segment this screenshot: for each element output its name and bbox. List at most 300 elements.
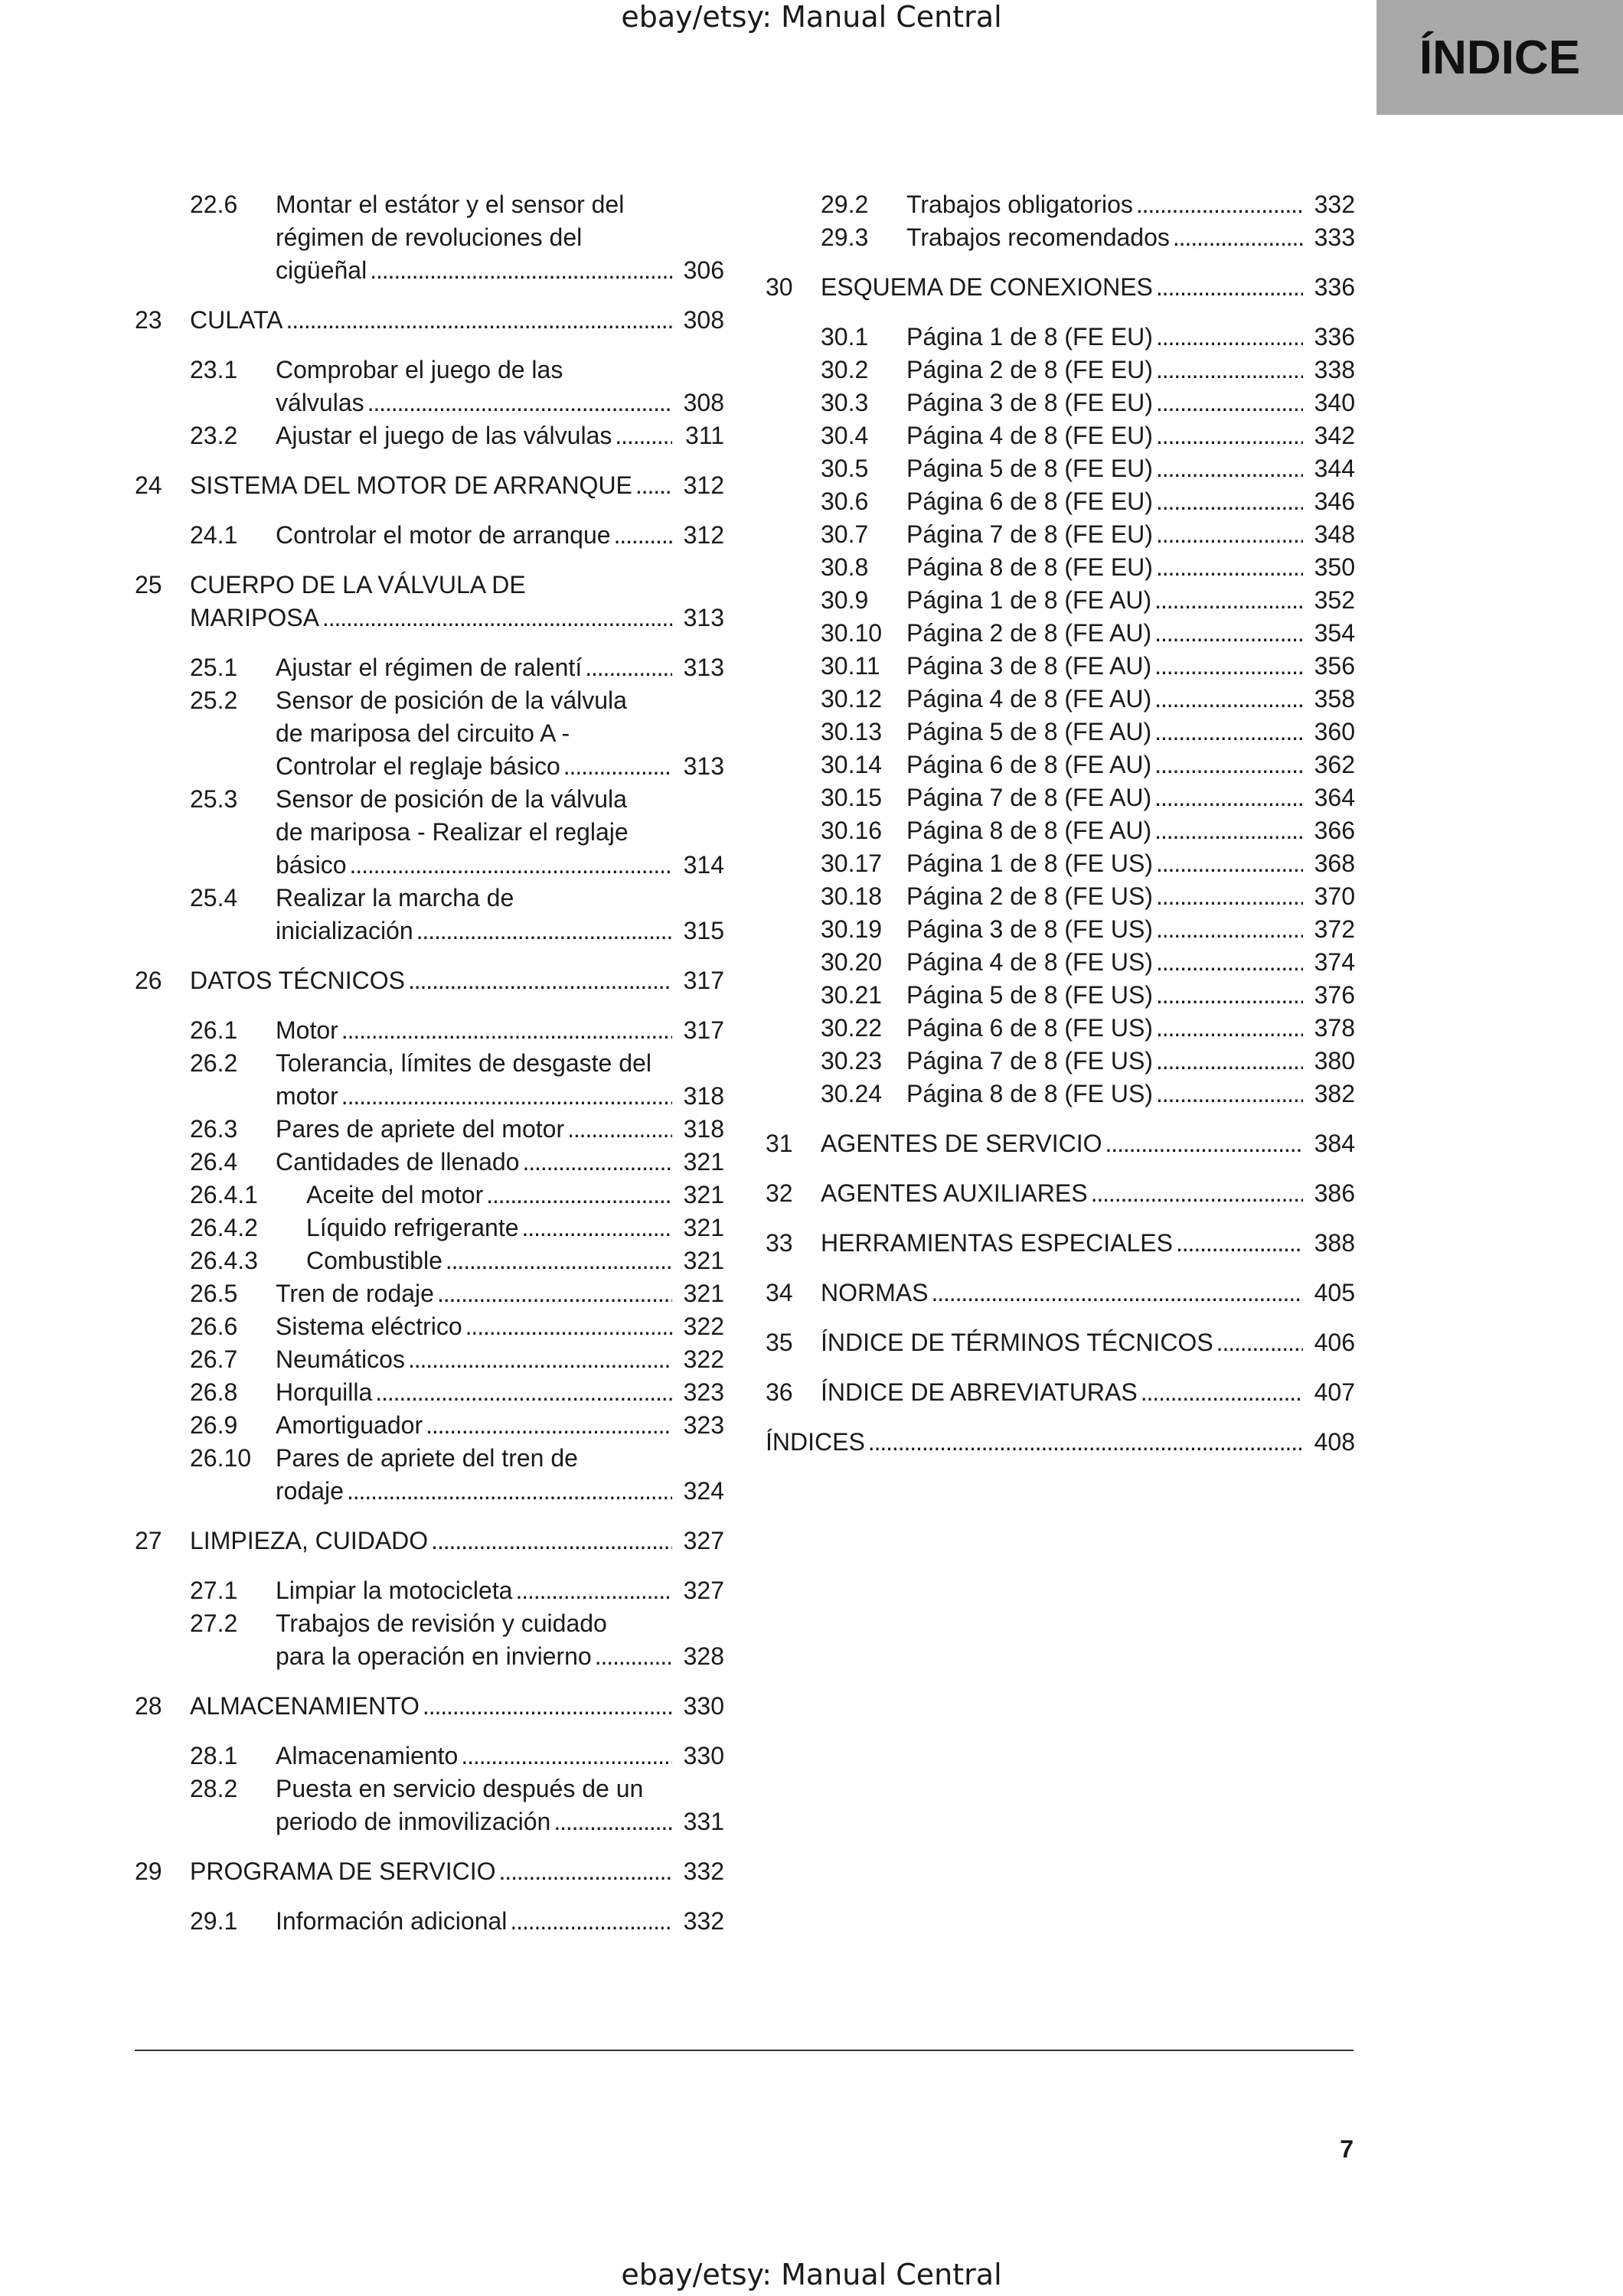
toc-entry[interactable] xyxy=(766,452,1355,485)
toc-entry[interactable] xyxy=(135,1690,724,1723)
dot-leader xyxy=(1141,1376,1303,1409)
toc-entry-number: 26.2 xyxy=(190,1049,238,1077)
toc-entry-number: 23.2 xyxy=(190,422,238,449)
toc-entry[interactable] xyxy=(766,1127,1355,1160)
spacer xyxy=(766,254,1355,271)
dot-leader xyxy=(1156,946,1303,979)
toc-entry-number: 30.1 xyxy=(821,323,869,351)
spacer xyxy=(766,1359,1355,1376)
dot-leader xyxy=(1091,1177,1303,1210)
spacer xyxy=(135,947,724,964)
toc-entry-number: 28 xyxy=(135,1692,162,1720)
toc-entry-title xyxy=(821,1127,1355,1160)
toc-entry-page: 372 xyxy=(1314,915,1355,943)
toc-entry-title-line: Página 5 de 8 (FE US) xyxy=(906,981,1153,1009)
toc-entry-number: 26.4.3 xyxy=(190,1247,258,1274)
toc-entry-number: 30.15 xyxy=(821,784,883,811)
toc-entry-title xyxy=(906,584,1355,617)
toc-entry-number: 36 xyxy=(766,1378,793,1406)
toc-entry-title-line: Página 8 de 8 (FE EU) xyxy=(906,553,1153,581)
toc-entry-page: 327 xyxy=(683,1577,724,1604)
toc-entry-title xyxy=(821,271,1355,304)
toc-entry[interactable] xyxy=(135,1146,724,1179)
watermark-bottom: ebay/etsy: Manual Central xyxy=(621,2258,1002,2291)
toc-entry-number: 25.1 xyxy=(190,654,238,681)
toc-entry[interactable] xyxy=(135,1574,724,1607)
toc-entry-number: 26.3 xyxy=(190,1115,238,1143)
toc-entry[interactable] xyxy=(135,304,724,337)
toc-entry-title xyxy=(906,946,1355,979)
toc-entry-number: 29.2 xyxy=(821,191,869,218)
toc-entry-title-line: ESQUEMA DE CONEXIONES xyxy=(821,273,1153,301)
toc-entry[interactable] xyxy=(135,354,724,419)
toc-entry[interactable] xyxy=(766,1326,1355,1359)
toc-entry-title-line: Página 1 de 8 (FE AU) xyxy=(906,586,1152,614)
toc-entry[interactable] xyxy=(766,584,1355,617)
toc-entry-title xyxy=(906,683,1355,716)
toc-entry-number: 29.1 xyxy=(190,1907,238,1935)
toc-entry-title-line: rodaje xyxy=(276,1477,344,1505)
dot-leader xyxy=(1156,271,1303,304)
toc-entry-number: 30 xyxy=(766,273,793,301)
toc-entry[interactable] xyxy=(766,748,1355,781)
toc-entry-number: 30.3 xyxy=(821,389,869,416)
toc-entry[interactable] xyxy=(766,946,1355,979)
toc-entry-title-line: de mariposa - Realizar el reglaje xyxy=(276,818,629,846)
toc-entry[interactable] xyxy=(135,1855,724,1888)
toc-entry-page: 360 xyxy=(1314,718,1355,745)
toc-entry-number: 32 xyxy=(766,1179,793,1207)
toc-entry-page: 313 xyxy=(683,654,724,681)
toc-entry-number: 30.19 xyxy=(821,915,883,943)
toc-entry-title xyxy=(306,1179,724,1212)
toc-entry-number: 30.11 xyxy=(821,652,880,680)
toc-entry-title xyxy=(276,1113,724,1146)
toc-entry-page: 327 xyxy=(683,1527,724,1554)
toc-entry-number: 30.6 xyxy=(821,488,869,515)
toc-entry-title-line: Sensor de posición de la válvula xyxy=(276,785,627,813)
spacer xyxy=(766,1260,1355,1277)
toc-entry-number: 30.12 xyxy=(821,685,883,713)
toc-entry-title-line: Ajustar el juego de las válvulas xyxy=(276,422,612,449)
dot-leader xyxy=(350,849,673,882)
toc-entry-title-line: Página 5 de 8 (FE AU) xyxy=(906,718,1152,745)
toc-entry-page: 342 xyxy=(1314,422,1355,449)
toc-entry-number: 26.5 xyxy=(190,1280,238,1307)
toc-entry-title-line: Controlar el motor de arranque xyxy=(276,521,611,549)
toc-entry-page: 321 xyxy=(683,1247,724,1274)
toc-entry[interactable] xyxy=(766,979,1355,1012)
toc-entry-page: 321 xyxy=(683,1214,724,1241)
spacer xyxy=(135,1508,724,1525)
toc-entry-page: 408 xyxy=(1314,1428,1355,1456)
toc-entry[interactable] xyxy=(766,1426,1355,1459)
toc-entry-page: 328 xyxy=(683,1642,724,1670)
toc-entry-title xyxy=(190,569,724,634)
toc-entry-title-line: Ajustar el régimen de ralentí xyxy=(276,654,583,681)
dot-leader xyxy=(1154,617,1303,650)
toc-entry[interactable] xyxy=(766,271,1355,304)
toc-entry-number: 25 xyxy=(135,571,162,598)
toc-entry[interactable] xyxy=(135,519,724,552)
dot-leader xyxy=(408,1343,672,1376)
toc-entry-title xyxy=(276,1607,724,1673)
toc-entry-title xyxy=(276,882,724,947)
toc-entry[interactable] xyxy=(135,1376,724,1409)
toc-entry-number: 33 xyxy=(766,1229,793,1257)
dot-leader xyxy=(499,1855,673,1888)
toc-entry[interactable] xyxy=(766,781,1355,814)
toc-entry-title xyxy=(906,650,1355,683)
toc-entry-title-line: ÍNDICE DE TÉRMINOS TÉCNICOS xyxy=(821,1329,1213,1356)
toc-entry-title-line: Página 1 de 8 (FE EU) xyxy=(906,323,1153,351)
toc-entry-title xyxy=(276,1409,724,1442)
toc-entry[interactable] xyxy=(135,882,724,947)
toc-entry-title-line: DATOS TÉCNICOS xyxy=(190,967,405,994)
toc-entry[interactable] xyxy=(766,1277,1355,1309)
toc-entry-title-line: Página 4 de 8 (FE AU) xyxy=(906,685,1152,713)
toc-entry[interactable] xyxy=(766,913,1355,946)
toc-entry[interactable] xyxy=(766,683,1355,716)
toc-entry[interactable] xyxy=(766,321,1355,354)
dot-leader xyxy=(465,1310,672,1343)
toc-entry-page: 378 xyxy=(1314,1014,1355,1042)
toc-entry[interactable] xyxy=(135,651,724,684)
dot-leader xyxy=(1154,650,1303,683)
toc-entry[interactable] xyxy=(135,1113,724,1146)
spacer xyxy=(135,634,724,651)
toc-entry[interactable] xyxy=(135,1409,724,1442)
toc-entry[interactable] xyxy=(135,1310,724,1343)
toc-entry-page: 366 xyxy=(1314,817,1355,844)
toc-entry-number: 30.16 xyxy=(821,817,883,844)
toc-entry-title-line: Página 3 de 8 (FE AU) xyxy=(906,652,1152,680)
toc-entry-page: 386 xyxy=(1314,1179,1355,1207)
dot-leader xyxy=(595,1640,672,1673)
toc-entry-title xyxy=(276,1343,724,1376)
toc-entry-title xyxy=(821,1326,1355,1359)
toc-entry[interactable] xyxy=(766,485,1355,518)
toc-entry-title-line: motor xyxy=(276,1082,338,1110)
toc-entry[interactable] xyxy=(766,814,1355,847)
toc-entry-title xyxy=(906,354,1355,386)
toc-entry[interactable] xyxy=(135,1277,724,1310)
dot-leader xyxy=(1156,551,1303,584)
toc-entry-title-line: Almacenamiento xyxy=(276,1742,459,1769)
toc-entry-number: 26.8 xyxy=(190,1378,238,1406)
toc-entry-title xyxy=(276,1376,724,1409)
toc-entry-title-line: Página 6 de 8 (FE EU) xyxy=(906,488,1153,515)
toc-entry-title-line: Página 2 de 8 (FE US) xyxy=(906,882,1153,910)
dot-leader xyxy=(522,1212,672,1244)
toc-entry-number: 30.9 xyxy=(821,586,869,614)
toc-entry-page: 384 xyxy=(1314,1130,1355,1157)
toc-entry-title xyxy=(276,1574,724,1607)
toc-entry[interactable] xyxy=(766,386,1355,419)
dot-leader xyxy=(1156,419,1303,452)
toc-entry-title-line: ÍNDICE DE ABREVIATURAS xyxy=(821,1378,1138,1406)
toc-entry-title-line: Página 3 de 8 (FE US) xyxy=(906,915,1153,943)
dot-leader xyxy=(868,1426,1303,1459)
toc-entry-page: 332 xyxy=(1314,191,1355,218)
dot-leader xyxy=(1216,1326,1303,1359)
spacer xyxy=(766,1309,1355,1326)
toc-entry-title xyxy=(276,1310,724,1343)
toc-entry-number: 30.22 xyxy=(821,1014,883,1042)
spacer xyxy=(135,552,724,569)
toc-entry[interactable] xyxy=(135,188,724,287)
toc-entry[interactable] xyxy=(135,1740,724,1773)
toc-entry-title-line: Página 6 de 8 (FE AU) xyxy=(906,751,1152,778)
toc-entry-number: 26.4.1 xyxy=(190,1181,258,1208)
toc-entry-page: 306 xyxy=(683,256,724,284)
toc-entry-number: 29.3 xyxy=(821,223,869,251)
toc-entry-title xyxy=(821,1376,1355,1409)
toc-entry-page: 338 xyxy=(1314,356,1355,383)
toc-entry-title xyxy=(276,1014,724,1047)
toc-entry[interactable] xyxy=(766,1012,1355,1045)
toc-entry-page: 332 xyxy=(683,1857,724,1885)
toc-entry[interactable] xyxy=(766,354,1355,386)
dot-leader xyxy=(446,1244,672,1277)
toc-entry-page: 368 xyxy=(1314,850,1355,877)
toc-entry[interactable] xyxy=(135,569,724,634)
dot-leader xyxy=(1156,1045,1303,1078)
toc-entry[interactable] xyxy=(135,419,724,452)
toc-entry[interactable] xyxy=(766,1045,1355,1078)
toc-entry-title-line: Página 7 de 8 (FE US) xyxy=(906,1047,1153,1075)
toc-entry[interactable] xyxy=(135,1773,724,1838)
toc-entry[interactable] xyxy=(766,518,1355,551)
toc-entry-page: 380 xyxy=(1314,1047,1355,1075)
toc-entry-page: 317 xyxy=(683,967,724,994)
footer-rule xyxy=(135,2050,1354,2051)
toc-entry-page: 352 xyxy=(1314,586,1355,614)
toc-entry-number: 30.17 xyxy=(821,850,883,877)
toc-entry-title-line: Realizar la marcha de xyxy=(276,884,514,912)
toc-entry-title xyxy=(906,979,1355,1012)
toc-entry-page: 336 xyxy=(1314,273,1355,301)
toc-entry-number: 30.2 xyxy=(821,356,869,383)
dot-leader xyxy=(461,1740,672,1773)
toc-entry[interactable] xyxy=(135,684,724,783)
toc-entry-page: 313 xyxy=(683,752,724,780)
toc-entry-title-line: Amortiguador xyxy=(276,1411,423,1439)
toc-entry-title-line: Trabajos obligatorios xyxy=(906,191,1133,218)
toc-entry[interactable] xyxy=(766,1376,1355,1409)
toc-entry[interactable] xyxy=(135,1212,724,1244)
toc-entry-title xyxy=(190,1525,724,1557)
toc-entry[interactable] xyxy=(135,1343,724,1376)
toc-entry[interactable] xyxy=(135,964,724,997)
toc-entry-title-line: Tren de rodaje xyxy=(276,1280,434,1307)
toc-entry-title-line: Combustible xyxy=(306,1247,442,1274)
toc-entry-page: 318 xyxy=(683,1115,724,1143)
toc-entry-title-line: Información adicional xyxy=(276,1907,508,1935)
dot-leader xyxy=(1154,584,1303,617)
dot-leader xyxy=(1154,781,1303,814)
toc-entry-page: 313 xyxy=(683,604,724,631)
toc-entry[interactable] xyxy=(135,469,724,502)
toc-entry-page: 322 xyxy=(683,1345,724,1373)
dot-leader xyxy=(1156,354,1303,386)
toc-entry-title-line: CULATA xyxy=(190,306,283,334)
dot-leader xyxy=(1156,1078,1303,1110)
toc-entry-number: 25.3 xyxy=(190,785,238,813)
dot-leader xyxy=(426,1409,672,1442)
toc-entry[interactable] xyxy=(135,1179,724,1212)
toc-entry-number: 27.1 xyxy=(190,1577,238,1604)
toc-entry-title xyxy=(906,781,1355,814)
toc-entry-page: 324 xyxy=(683,1477,724,1505)
toc-entry[interactable] xyxy=(766,221,1355,254)
toc-entry[interactable] xyxy=(766,847,1355,880)
toc-entry-page: 322 xyxy=(683,1313,724,1340)
toc-entry-number: 22.6 xyxy=(190,191,238,218)
toc-entry-title-line: LIMPIEZA, CUIDADO xyxy=(190,1527,429,1554)
toc-entry-page: 407 xyxy=(1314,1378,1355,1406)
toc-entry[interactable] xyxy=(135,1047,724,1113)
toc-entry-title xyxy=(190,1690,724,1723)
toc-entry-title-line: cigüeñal xyxy=(276,256,367,284)
dot-leader xyxy=(416,915,672,947)
toc-entry-title xyxy=(276,354,724,419)
spacer xyxy=(135,1673,724,1690)
toc-entry-title-line: Página 2 de 8 (FE AU) xyxy=(906,619,1152,647)
toc-entry-number: 34 xyxy=(766,1279,793,1306)
watermark-top: ebay/etsy: Manual Central xyxy=(621,0,1002,34)
toc-entry[interactable] xyxy=(135,1525,724,1557)
dot-leader xyxy=(1154,683,1303,716)
toc-entry[interactable] xyxy=(766,188,1355,221)
toc-entry-page: 331 xyxy=(683,1808,724,1835)
spacer xyxy=(135,287,724,304)
toc-entry-number: 26.1 xyxy=(190,1016,238,1044)
toc-entry-title-line: Página 6 de 8 (FE US) xyxy=(906,1014,1153,1042)
toc-entry-page: 376 xyxy=(1314,981,1355,1009)
spacer xyxy=(766,304,1355,321)
toc-entry-title xyxy=(306,1212,724,1244)
toc-entry-number: 31 xyxy=(766,1130,793,1157)
dot-leader xyxy=(423,1690,672,1723)
dot-leader xyxy=(1156,485,1303,518)
toc-entry-page: 374 xyxy=(1314,948,1355,976)
toc-entry-page: 358 xyxy=(1314,685,1355,713)
dot-leader xyxy=(614,519,672,552)
dot-leader xyxy=(1156,847,1303,880)
toc-entry-title xyxy=(276,188,724,287)
toc-entry-title xyxy=(906,913,1355,946)
spacer xyxy=(135,337,724,354)
toc-entry-title xyxy=(190,469,724,502)
toc-entry[interactable] xyxy=(766,650,1355,683)
dot-leader xyxy=(931,1277,1303,1309)
toc-entry-page: 330 xyxy=(683,1742,724,1769)
spacer xyxy=(766,1160,1355,1177)
toc-entry[interactable] xyxy=(766,617,1355,650)
dot-leader xyxy=(1154,748,1303,781)
toc-entry[interactable] xyxy=(135,1607,724,1673)
toc-entry-page: 323 xyxy=(683,1378,724,1406)
dot-leader xyxy=(408,964,672,997)
dot-leader xyxy=(1154,716,1303,748)
toc-entry-page: 356 xyxy=(1314,652,1355,680)
dot-leader xyxy=(510,1905,672,1938)
toc-entry[interactable] xyxy=(766,1227,1355,1260)
toc-entry[interactable] xyxy=(766,419,1355,452)
dot-leader xyxy=(341,1080,672,1113)
toc-entry-title-line: válvulas xyxy=(276,389,364,416)
toc-entry-page: 354 xyxy=(1314,619,1355,647)
toc-entry-title xyxy=(906,1012,1355,1045)
toc-entry[interactable] xyxy=(135,783,724,882)
toc-entry[interactable] xyxy=(766,1078,1355,1110)
toc-entry[interactable] xyxy=(766,551,1355,584)
page-number: 7 xyxy=(1340,2135,1354,2163)
spacer xyxy=(135,452,724,469)
toc-entry-number: 24 xyxy=(135,471,162,499)
toc-entry-title xyxy=(276,783,724,882)
spacer xyxy=(766,1409,1355,1426)
dot-leader xyxy=(1173,221,1303,254)
toc-entry[interactable] xyxy=(766,716,1355,748)
toc-entry-page: 340 xyxy=(1314,389,1355,416)
toc-entry-title-line: Aceite del motor xyxy=(306,1181,484,1208)
toc-entry[interactable] xyxy=(766,880,1355,913)
toc-entry-page: 405 xyxy=(1314,1279,1355,1306)
dot-leader xyxy=(554,1805,672,1838)
toc-entry-page: 318 xyxy=(683,1082,724,1110)
toc-entry-title-line: Página 7 de 8 (FE EU) xyxy=(906,520,1153,548)
toc-entry-title xyxy=(276,419,724,452)
dot-leader xyxy=(615,419,672,452)
toc-entry-number: 23 xyxy=(135,306,162,334)
toc-left-column xyxy=(135,188,724,1938)
toc-entry[interactable] xyxy=(135,1905,724,1938)
spacer xyxy=(766,1110,1355,1127)
dot-leader xyxy=(1136,188,1303,221)
toc-entry-page: 350 xyxy=(1314,553,1355,581)
toc-entry[interactable] xyxy=(135,1442,724,1508)
toc-entry-title xyxy=(821,1177,1355,1210)
dot-leader xyxy=(522,1146,672,1179)
toc-entry-title-line: Trabajos recomendados xyxy=(906,223,1170,251)
toc-entry-title xyxy=(276,1146,724,1179)
dot-leader xyxy=(367,386,672,419)
toc-entry-page: 308 xyxy=(683,389,724,416)
toc-entry[interactable] xyxy=(135,1244,724,1277)
toc-entry-number: 30.4 xyxy=(821,422,869,449)
toc-entry-title xyxy=(276,684,724,783)
toc-entry-title-line: Sensor de posición de la válvula xyxy=(276,687,627,714)
toc-entry-number: 27.2 xyxy=(190,1609,238,1637)
toc-entry-title xyxy=(276,1442,724,1508)
toc-entry-title xyxy=(906,617,1355,650)
toc-entry-title-line: Página 5 de 8 (FE EU) xyxy=(906,455,1153,482)
toc-entry-page: 370 xyxy=(1314,882,1355,910)
toc-entry[interactable] xyxy=(135,1014,724,1047)
toc-entry-number: 28.2 xyxy=(190,1775,238,1802)
dot-leader xyxy=(437,1277,672,1310)
toc-entry[interactable] xyxy=(766,1177,1355,1210)
toc-entry-title-line: Sistema eléctrico xyxy=(276,1313,462,1340)
toc-entry-title-line: Tolerancia, límites de desgaste del xyxy=(276,1049,651,1077)
dot-leader xyxy=(563,750,672,783)
toc-entry-number: 26.4 xyxy=(190,1148,238,1176)
spacer xyxy=(135,1723,724,1740)
toc-right-column xyxy=(766,188,1355,1459)
toc-entry-title xyxy=(906,419,1355,452)
